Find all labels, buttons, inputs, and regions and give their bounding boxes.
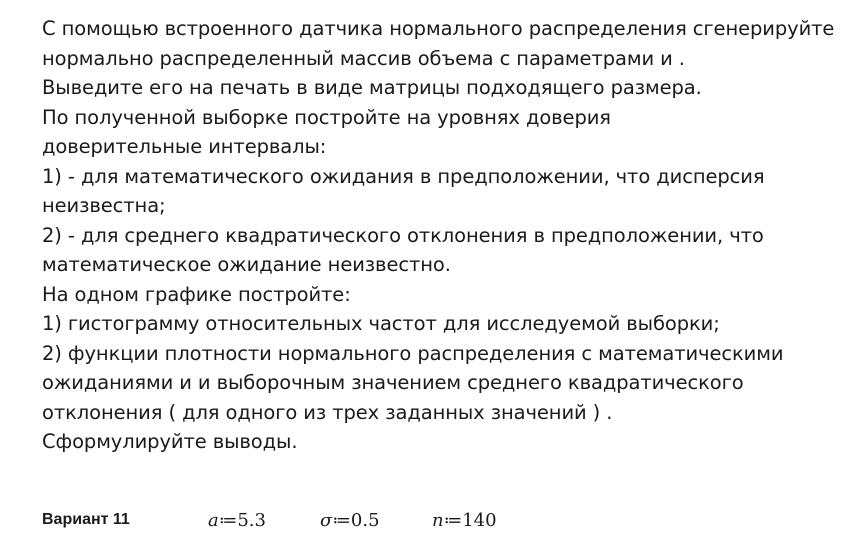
param-n-assign: ≔ — [443, 509, 463, 531]
task-line-10: На одном графике постройте: — [42, 282, 351, 306]
param-n — [432, 510, 542, 531]
param-n-value: 140 — [462, 509, 497, 531]
task-line-8: 2) - для среднего квадратического отклонения в предположении, что — [42, 223, 764, 247]
task-line-7: неизвестна; — [42, 194, 166, 217]
task-line-12: 2) функции плотности нормального распределения с математическими — [42, 341, 784, 365]
task-line-15: Сформулируйте выводы. — [42, 430, 298, 453]
task-line-3: Выведите его на печать в виде матрицы подходящего размера. — [42, 76, 702, 99]
task-line-11: 1) гистограмму относительных частот для исследуемой выборки; — [42, 312, 720, 335]
param-sigma — [320, 510, 432, 531]
param-a-value: 5.3 — [237, 509, 266, 531]
variant-row — [42, 505, 842, 535]
task-line-9: математическое ожидание неизвестно. — [42, 253, 451, 276]
param-a — [208, 510, 320, 531]
task-line-14: отклонения ( для одного из трех заданных значений ) . — [42, 400, 613, 424]
task-line-4: По полученной выборке постройте на уровнях доверия — [42, 105, 611, 129]
task-line-13: ожиданиями и и выборочным значением среднего квадратического — [42, 371, 744, 394]
task-line-2: нормально распределенный массив объема с параметрами и . — [42, 46, 685, 70]
task-line-5: доверительные интервалы: — [42, 135, 327, 158]
param-n-symbol: n — [432, 509, 444, 531]
variant-label: Вариант 11 — [42, 511, 130, 528]
param-a-assign: ≔ — [218, 509, 238, 531]
task-line-6: 1) - для математического ожидания в предположении, что дисперсия — [42, 164, 765, 188]
task-line-1: С помощью встроенного датчика нормального распределения сгенерируйте — [42, 17, 835, 40]
param-sigma-assign: ≔ — [332, 509, 351, 531]
param-a-symbol: a — [208, 509, 219, 531]
task-text — [42, 14, 842, 457]
param-sigma-symbol: σ — [320, 509, 333, 531]
param-sigma-value: 0.5 — [350, 509, 380, 531]
